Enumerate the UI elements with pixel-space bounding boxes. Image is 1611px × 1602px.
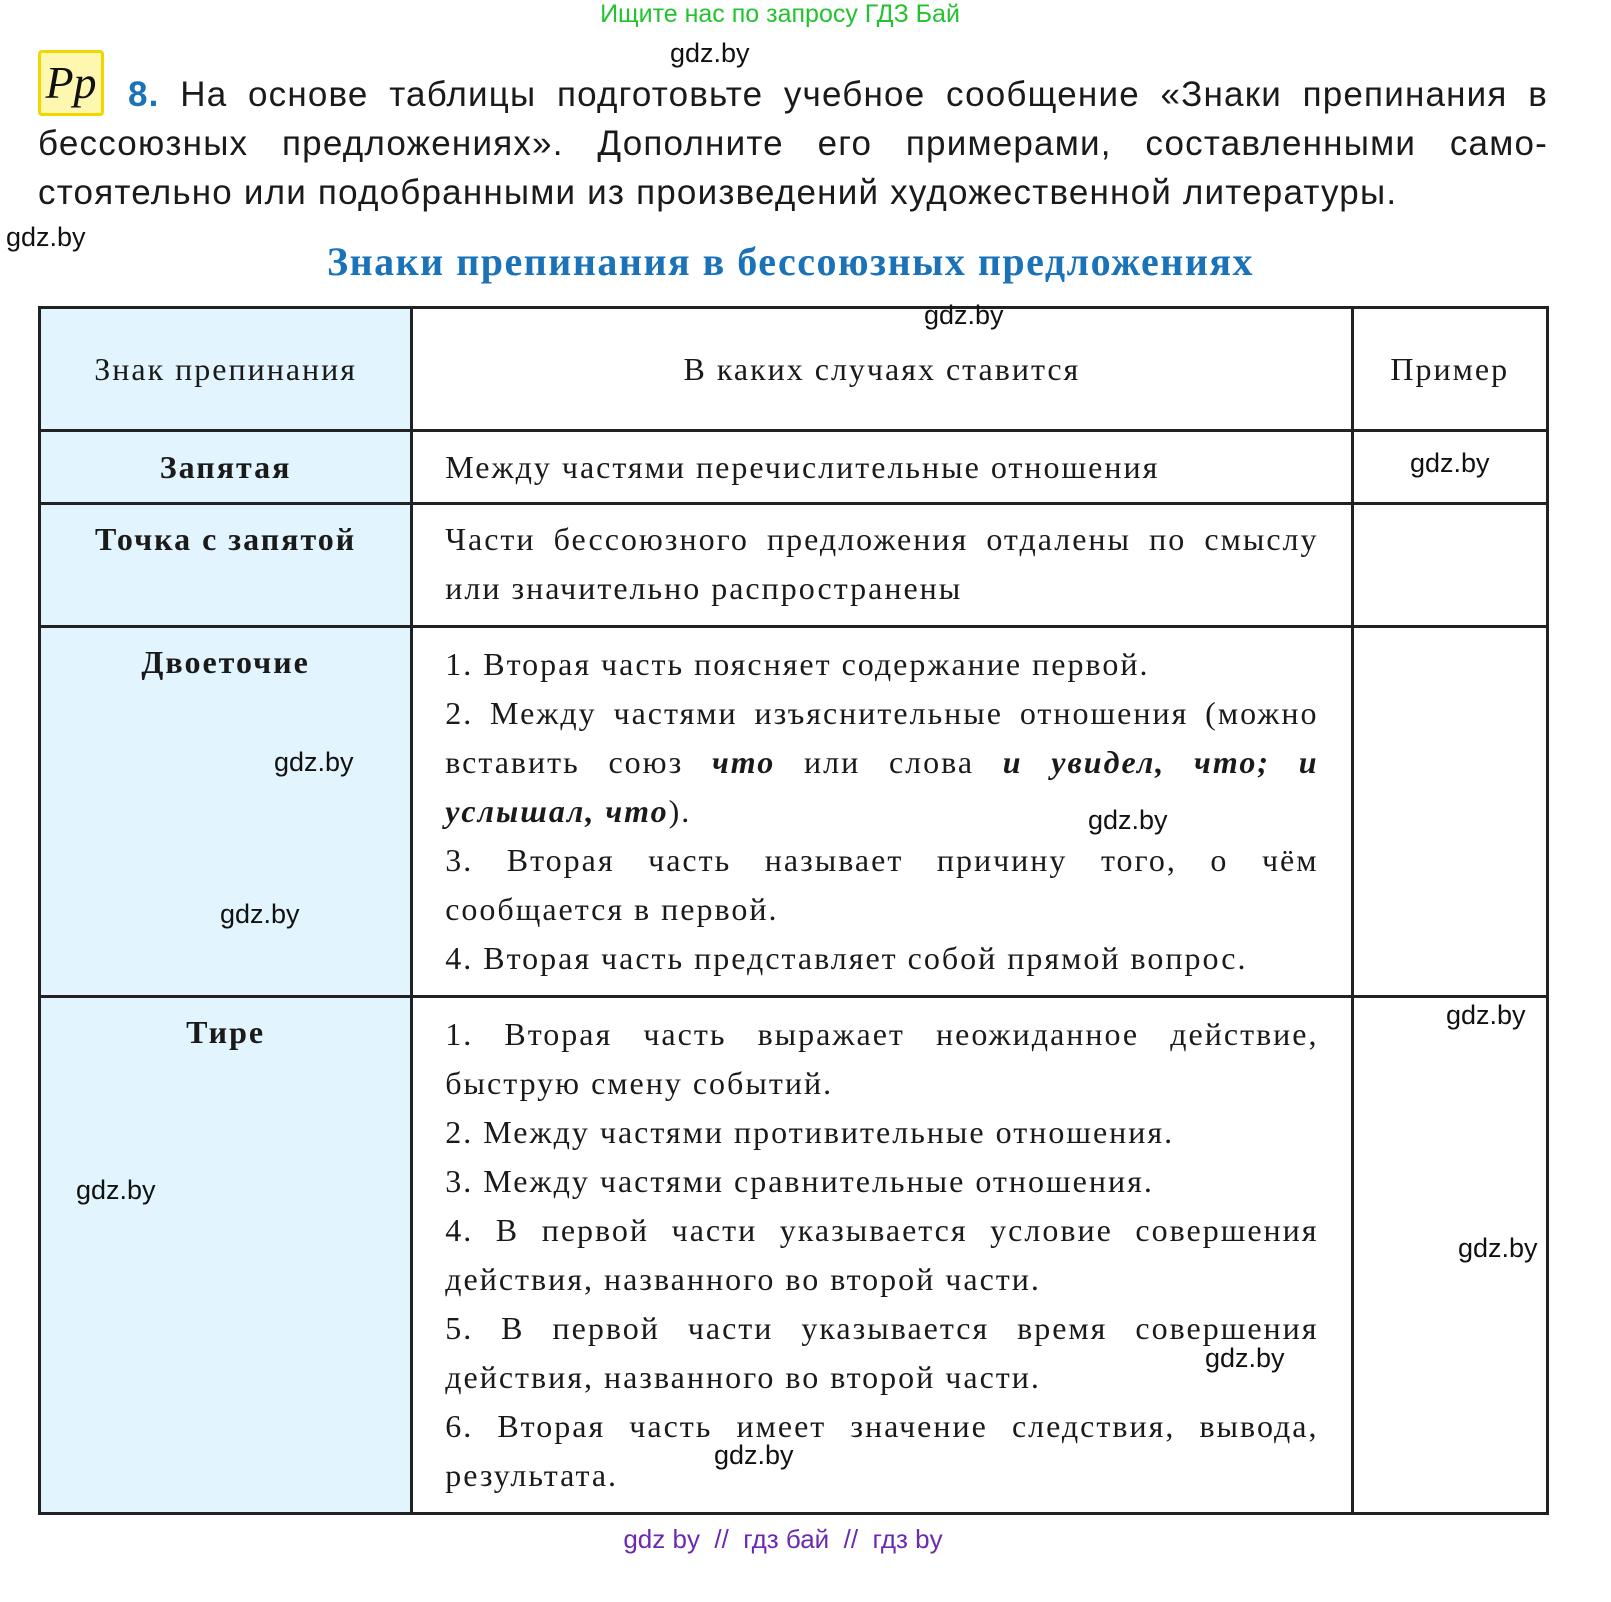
- case-item: [445, 689, 1318, 836]
- watermark: gdz.by: [1446, 1000, 1526, 1030]
- watermark: gdz.by: [924, 300, 1004, 330]
- watermark: gdz.by: [670, 38, 750, 68]
- header-example: Пример: [1352, 308, 1548, 431]
- watermark: gdz.by: [274, 747, 354, 777]
- case-item: 5. В первой части указывается время совершения действия, названного во второй части.: [445, 1310, 1319, 1395]
- footer-links: gdz by // гдз бай // гдз by: [623, 1524, 943, 1554]
- header-sign: Знак препинания: [40, 308, 412, 431]
- watermark: gdz.by: [1410, 448, 1490, 478]
- table-title: Знаки препинания в бессоюзных предложениях: [326, 239, 1255, 284]
- table-row: [40, 431, 1548, 504]
- case-emphasis: и увидел, что; и услышал, что: [445, 744, 1319, 829]
- watermark: gdz.by: [1088, 805, 1168, 835]
- watermark: gdz.by: [714, 1440, 794, 1470]
- table-row: [40, 997, 1548, 1514]
- watermark: gdz.by: [1205, 1343, 1285, 1373]
- task-text: [38, 70, 1548, 217]
- table-row: [40, 504, 1548, 627]
- watermark: gdz.by: [1458, 1233, 1538, 1263]
- sign-cell: Запятая: [40, 431, 412, 504]
- cases-cell: [412, 997, 1352, 1514]
- watermark: gdz.by: [6, 222, 86, 252]
- table-header-row: [40, 308, 1548, 431]
- search-banner: Ищите нас по запросу ГДЗ Бай: [600, 0, 960, 28]
- example-cell: [1352, 504, 1548, 627]
- case-item: 6. Вторая часть имеет значение следствия, вывода, результата.: [445, 1408, 1319, 1493]
- case-item: 1. Вторая часть поясняет содержание первой.: [445, 646, 1150, 682]
- rhetoric-icon: Pp: [38, 50, 104, 116]
- table-row: [40, 627, 1548, 997]
- case-text: 2. Между частями изъяснительные отношения (можно вставить союз: [445, 695, 1319, 780]
- example-cell: [1352, 627, 1548, 997]
- task-body: На основе таблицы подготовьте учебное сообщение «Знаки препинания в бессоюзных предложениях». Дополните его примерами, составленными само-стоятельно или подобранными из произведений художественной литературы.: [38, 75, 1548, 212]
- case-text: или слова: [775, 744, 1003, 780]
- case-emphasis: что: [711, 744, 776, 780]
- sign-cell: Точка с запятой: [40, 504, 412, 627]
- case-item: 1. Вторая часть выражает неожиданное действие, быструю смену событий.: [445, 1016, 1319, 1101]
- case-item: 3. Между частями сравнительные отношения.: [445, 1163, 1154, 1199]
- cases-cell: [412, 627, 1352, 997]
- case-item: 4. Вторая часть представляет собой прямой вопрос.: [445, 940, 1248, 976]
- case-text: ).: [668, 793, 692, 829]
- case-item: 2. Между частями противительные отношения.: [445, 1114, 1175, 1150]
- header-cases: В каких случаях ставится: [412, 308, 1352, 431]
- cases-cell: Между частями перечислительные отношения: [412, 431, 1352, 504]
- sign-cell: Тире: [40, 997, 412, 1514]
- case-item: 3. Вторая часть называет причину того, о чём сообщается в первой.: [445, 842, 1319, 927]
- watermark: gdz.by: [76, 1175, 156, 1205]
- watermark: gdz.by: [220, 899, 300, 929]
- sign-cell: Двоеточие: [40, 627, 412, 997]
- cases-cell: Части бессоюзного предложения отдалены по смыслу или значительно распространены: [412, 504, 1352, 627]
- case-item: 4. В первой части указывается условие совершения действия, названного во второй части.: [445, 1212, 1319, 1297]
- task-number: 8.: [128, 75, 160, 114]
